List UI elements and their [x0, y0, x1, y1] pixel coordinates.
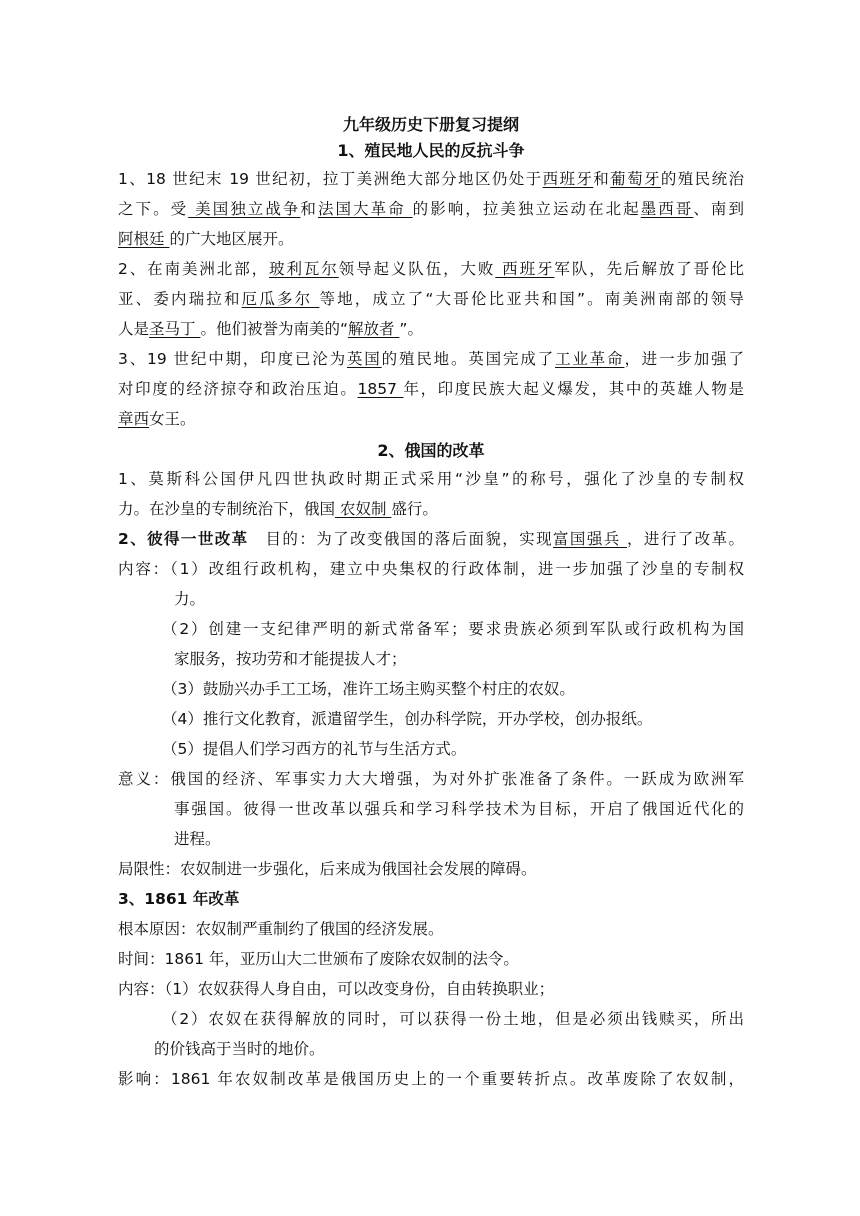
- subheading-1861: 3、1861 年改革: [118, 890, 240, 908]
- section-heading-2: 2、俄国的改革: [377, 441, 485, 460]
- answer-blank: 西班牙: [495, 260, 555, 278]
- answer-blank: 1857: [357, 380, 404, 398]
- content-line: （5）提倡人们学习西方的礼节与生活方式。: [162, 740, 467, 758]
- document-title: 九年级历史下册复习提纲: [342, 115, 519, 134]
- section-heading-1: 1、殖民地人民的反抗斗争: [337, 141, 525, 160]
- significance-line: 事强国。彼得一世改革以强兵和学习科学技术为目标，开启了俄国近代化的: [174, 800, 744, 818]
- answer-blank: 美国独立战争: [188, 200, 301, 218]
- paragraph-line: 章西女王。: [118, 410, 196, 428]
- paragraph-line: 之下。受 美国独立战争和法国大革命 的影响，拉美独立运动在北起墨西哥、南到: [118, 200, 744, 218]
- content-line: 内容：（1）改组行政机构，建立中央集权的行政体制，进一步加强了沙皇的专制权: [118, 560, 744, 578]
- answer-blank: 葡萄牙: [610, 170, 661, 188]
- document-page: [118, 112, 744, 1094]
- paragraph-line: 1、18 世纪末 19 世纪初，拉丁美洲绝大部分地区仍处于西班牙和葡萄牙的殖民统治: [118, 170, 744, 188]
- content-line: （3）鼓励兴办手工工场，准许工场主购买整个村庄的农奴。: [162, 680, 575, 698]
- answer-blank: 阿根廷: [118, 230, 170, 248]
- answer-blank: 英国: [346, 350, 382, 368]
- answer-blank: 富国强兵: [553, 530, 628, 548]
- answer-blank: 西班牙: [542, 170, 594, 188]
- paragraph-line: 2、在南美洲北部，玻利瓦尔领导起义队伍，大败 西班牙军队，先后解放了哥伦比: [118, 260, 744, 278]
- impact-line: 影响：1861 年农奴制改革是俄国历史上的一个重要转折点。改革废除了农奴制，: [118, 1070, 744, 1088]
- answer-blank: 墨西哥: [640, 200, 694, 218]
- significance-line: 进程。: [174, 830, 221, 848]
- answer-blank: 农奴制: [335, 500, 392, 518]
- paragraph-line: 亚、委内瑞拉和厄瓜多尔 等地，成立了“大哥伦比亚共和国”。南美洲南部的领导: [118, 290, 744, 308]
- paragraph-line: 力。在沙皇的专制统治下，俄国 农奴制 盛行。: [118, 500, 438, 518]
- content-line: （2）农奴在获得解放的同时，可以获得一份土地，但是必须出钱赎买，所出: [162, 1010, 744, 1028]
- content-line: 内容：（1）农奴获得人身自由，可以改变身份，自由转换职业；: [118, 980, 555, 998]
- cause-line: 根本原因：农奴制严重制约了俄国的经济发展。: [118, 920, 444, 938]
- paragraph-line: 人是圣马丁 。他们被誉为南美的“解放者 ”。: [118, 320, 423, 338]
- limitation-line: 局限性：农奴制进一步强化，后来成为俄国社会发展的障碍。: [118, 860, 537, 878]
- answer-blank: 厄瓜多尔: [241, 290, 320, 308]
- answer-blank: 圣马丁: [149, 320, 201, 338]
- content-line: （4）推行文化教育，派遣留学生，创办科学院，开办学校，创办报纸。: [162, 710, 653, 728]
- answer-blank: 法国大革命: [317, 200, 413, 218]
- paragraph-line: 2、彼得一世改革 目的：为了改变俄国的落后面貌，实现富国强兵 ，进行了改革。: [118, 530, 744, 548]
- content-line: （2）创建一支纪律严明的新式常备军；要求贵族必须到军队或行政机构为国: [162, 620, 744, 638]
- content-line: 力。: [174, 590, 206, 608]
- content-line: 家服务，按功劳和才能提拔人才；: [174, 650, 407, 668]
- paragraph-line: 1、莫斯科公国伊凡四世执政时期正式采用“沙皇”的称号，强化了沙皇的专制权: [118, 470, 744, 488]
- answer-blank: 工业革命: [555, 350, 625, 368]
- paragraph-line: 对印度的经济掠夺和政治压迫。1857 年，印度民族大起义爆发，其中的英雄人物是: [118, 380, 744, 398]
- answer-blank: 章西: [118, 410, 150, 428]
- significance-line: 意义：俄国的经济、军事实力大大增强，为对外扩张准备了条件。一跃成为欧洲军: [118, 770, 744, 788]
- paragraph-line: 3、19 世纪中期，印度已沦为英国的殖民地。英国完成了工业革命，进一步加强了: [118, 350, 744, 368]
- paragraph-line: 阿根廷 的广大地区展开。: [118, 230, 294, 248]
- answer-blank: 解放者: [347, 320, 400, 338]
- answer-blank: 玻利瓦尔: [269, 260, 339, 278]
- content-line: 的价钱高于当时的地价。: [154, 1040, 325, 1058]
- subheading: 2、彼得一世改革: [118, 530, 249, 548]
- time-line: 时间：1861 年，亚历山大二世颁布了废除农奴制的法令。: [118, 950, 519, 968]
